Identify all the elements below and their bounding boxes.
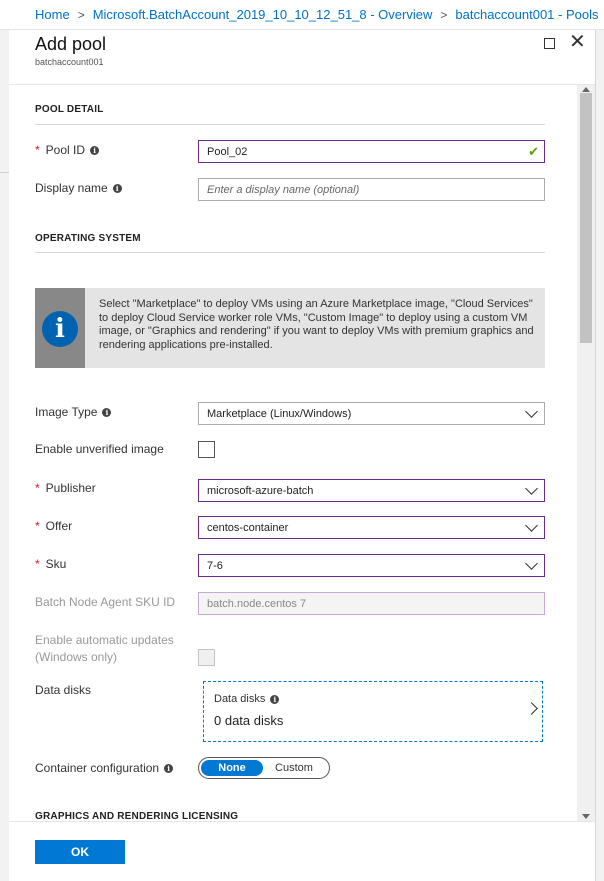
info-banner-text: Select "Marketplace" to deploy VMs using an Azure Marketplace image, "Cloud Services" to deploy Cloud Service worker role VMs, "Custom Image" to deploy using a custom VM image, or "Graphics and rendering" if you want to deploy VMs with premium graphics and rendering applications pre-installed. (99, 298, 534, 351)
scroll-down-arrow-icon[interactable] (582, 814, 590, 819)
chevron-right-icon (525, 702, 538, 715)
toggle-option-none[interactable]: None (201, 760, 263, 776)
publisher-select[interactable]: microsoft-azure-batch (198, 479, 545, 502)
required-marker: * (35, 481, 40, 495)
breadcrumb-home[interactable]: Home (35, 7, 70, 22)
display-name-input[interactable]: Enter a display name (optional) (198, 178, 545, 201)
info-icon[interactable]: i (102, 408, 111, 417)
blade-footer (9, 821, 595, 881)
chevron-right-icon: > (77, 7, 85, 22)
close-icon[interactable]: ✕ (569, 31, 586, 53)
chevron-down-icon (525, 557, 538, 570)
offer-label: * Offer (35, 519, 73, 533)
container-config-label: Container configuration i (35, 761, 173, 775)
data-disks-count: 0 data disks (214, 713, 284, 728)
unverified-image-checkbox[interactable] (198, 441, 215, 458)
chevron-down-icon (525, 405, 538, 418)
data-disks-label: Data disks (35, 683, 92, 697)
breadcrumb-pools[interactable]: batchaccount001 - Pools (455, 7, 599, 22)
auto-updates-checkbox (198, 649, 215, 666)
pool-id-label: * Pool ID i (35, 143, 99, 157)
sku-select[interactable]: 7-6 (198, 554, 545, 577)
required-marker: * (35, 143, 40, 157)
maximize-icon[interactable] (544, 38, 555, 49)
blade-content (9, 85, 577, 821)
pool-id-input[interactable]: Pool_02 ✔ (198, 140, 545, 163)
required-marker: * (35, 557, 40, 571)
unverified-image-label: Enable unverified image (35, 442, 164, 456)
agent-sku-input: batch.node.centos 7 (198, 592, 545, 615)
info-icon[interactable]: i (90, 146, 99, 155)
data-disks-button[interactable]: Data disks i 0 data disks (203, 681, 543, 742)
publisher-label: * Publisher (35, 481, 96, 495)
sku-label: * Sku (35, 557, 67, 571)
section-pool-detail: POOL DETAIL (35, 104, 104, 115)
chevron-down-icon (525, 482, 538, 495)
auto-updates-label: Enable automatic updates (Windows only) (35, 633, 174, 664)
breadcrumb-batch-account-overview[interactable]: Microsoft.BatchAccount_2019_10_10_12_51_8 - Overview (92, 7, 433, 22)
info-circle-icon: i (42, 311, 78, 347)
checkmark-icon: ✔ (528, 144, 539, 159)
right-blade-edge (595, 30, 604, 881)
scroll-up-arrow-icon[interactable] (582, 87, 590, 92)
container-config-toggle[interactable] (198, 757, 330, 779)
info-icon[interactable]: i (113, 184, 122, 193)
info-banner (35, 288, 545, 368)
image-type-select[interactable]: Marketplace (Linux/Windows) (198, 402, 545, 425)
section-graphics-licensing: GRAPHICS AND RENDERING LICENSING (35, 811, 239, 821)
info-icon[interactable]: i (164, 764, 173, 773)
toggle-option-custom[interactable]: Custom (275, 762, 313, 774)
offer-select[interactable]: centos-container (198, 516, 545, 539)
chevron-right-icon: > (440, 7, 448, 22)
info-icon[interactable]: i (270, 695, 279, 704)
section-operating-system: OPERATING SYSTEM (35, 233, 141, 244)
display-name-label: Display name i (35, 181, 122, 195)
chevron-down-icon (525, 519, 538, 532)
scroll-thumb[interactable] (580, 93, 592, 343)
image-type-label: Image Type i (35, 405, 111, 419)
ok-button[interactable]: OK (35, 840, 125, 864)
agent-sku-label: Batch Node Agent SKU ID (35, 595, 176, 609)
vertical-scrollbar[interactable] (577, 85, 595, 821)
page-title: Add pool (35, 34, 107, 54)
previous-blade-edge (0, 30, 9, 881)
blade-header (9, 30, 595, 84)
page-subtitle: batchaccount001 (35, 57, 104, 67)
required-marker: * (35, 519, 40, 533)
breadcrumb (0, 0, 604, 30)
